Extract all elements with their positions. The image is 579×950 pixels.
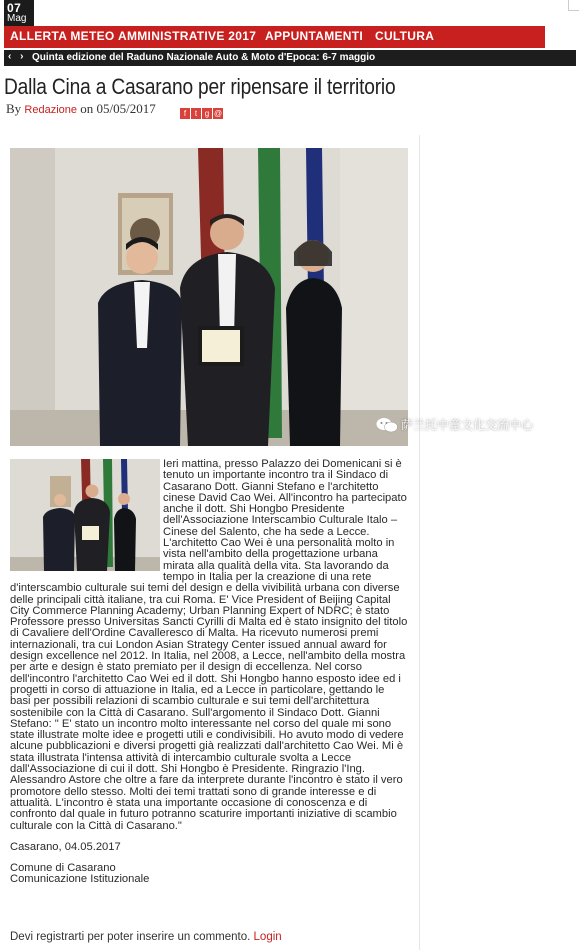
article-main-photo xyxy=(10,148,408,446)
wechat-icon xyxy=(376,417,398,433)
nav-item-allerta-meteo[interactable]: ALLERTA METEO xyxy=(10,29,115,43)
share-twitter-icon[interactable]: t xyxy=(191,108,201,119)
article-title: Dalla Cina a Casarano per ripensare il territorio xyxy=(4,74,396,99)
share-facebook-icon[interactable]: f xyxy=(180,108,190,119)
ticker-arrows-icon[interactable]: ‹ › xyxy=(8,51,27,62)
author-link[interactable]: Redazione xyxy=(24,104,78,116)
article-signature-1: Comune di Casarano xyxy=(10,862,116,875)
ticker-headline[interactable]: Quinta edizione del Raduno Nazionale Auto & Moto d'Epoca: 6-7 maggio xyxy=(32,52,376,63)
comment-notice-text: Devi registrarti per poter inserire un commento. xyxy=(10,931,251,943)
nav-item-amministrative[interactable]: AMMINISTRATIVE 2017 xyxy=(118,29,257,43)
share-email-icon[interactable]: @ xyxy=(213,109,223,118)
article-date: 05/05/2017 xyxy=(96,101,156,116)
nav-item-cultura[interactable]: CULTURA xyxy=(375,29,435,43)
header-strip xyxy=(36,0,579,26)
watermark-text: 萨兰托中意文化交流中心 xyxy=(401,418,534,432)
date-day: 07 xyxy=(7,1,22,15)
date-badge xyxy=(4,0,34,27)
comment-notice xyxy=(10,931,282,943)
share-icons xyxy=(180,103,224,121)
wechat-watermark xyxy=(376,416,533,433)
sidebar-divider xyxy=(419,135,420,950)
date-month: Mag xyxy=(7,13,27,24)
byline-by: By xyxy=(6,101,22,116)
byline-on: on xyxy=(80,101,94,116)
article-place-date: Casarano, 04.05.2017 xyxy=(10,840,121,853)
article-text: Ieri mattina, presso Palazzo dei Domenicani si è tenuto un importante incontro tra il Sindaco di Casarano Dott. Gianni Stefano e l'architetto cinese David Cao Wei. All'incontro ha partecipato anche il dott. Shi Hongbo Presidente dell'Associazione Interscambio Culturale Italo – Cinese del Salento, che ha sede a Lecce. L'architetto Cao Wei è una personalità molto in vista nell'ambito della progettazione urbana mirata alla qualità della vita. Sta lavorando da tempo in Italia per la creazione di una rete d'interscambio culturale sui temi del design e della vivibilità urbana con diverse delle principali città italiane, tra cui Roma. E' Vice President of Beijing Capital City Commerce Planning Academy; Urban Planning Expert of NDRC; è stato Professore presso Universitas Sancti Cyrilli di Malta ed è stato insignito del titolo di Cavaliere dell'Ordine Cavalleresco di Malta. Ha ricevuto numerosi premi internazionali, tra cui London Asian Strategy Center issued annual award for design excellence nel 2012. In Italia, nel 2008, a Lecce, nell'ambito della mostra per arte e design è stato premiato per il design di eccellenza. Nel corso dell'incontro l'architetto Cao Wei ed il dott. Shi Hongbo hanno esposto idee ed i progetti in corso di attuazione in Italia, ed a Lecce in particolare, gettando le basi per possibili relazioni di scambio culturale e sui temi dell'architettura sostenibile con la Città di Casarano. Sull'argomento il Sindaco Dott. Gianni Stefano: " E' stato un incontro molto interessante nel corso del quale mi sono state illustrate molte idee e progetti utili e condivisibili. Ho avuto modo di vedere alcune pubblicazioni e diversi progetti già realizzati dall'architetto Cao Wei. Mi è stata illustrata l'intensa attività di intercambio culturale svolta a Lecce dall'Associazione di cui il dott. Shi Hongbo è Presidente. Ringrazio l'Ing. Alessandro Astore che oltre a fare da interprete durante l'incontro è stato il vero promotore dello stesso. Molti dei temi trattati sono di grande interesse e di attualità. L'incontro è stata una importante occasione di conoscenza e di confronto dal quale in futuro potranno scaturire importanti iniziative di scambio culturale con la Città di Casarano." xyxy=(10,458,408,832)
login-link[interactable]: Login xyxy=(253,931,282,943)
article-byline xyxy=(6,101,156,117)
news-ticker xyxy=(4,50,576,66)
nav-gap xyxy=(545,26,579,48)
share-google-icon[interactable]: g xyxy=(202,108,212,119)
nav-item-appuntamenti[interactable]: APPUNTAMENTI xyxy=(265,29,364,43)
article-body xyxy=(10,459,408,886)
main-nav xyxy=(4,26,545,48)
article-signature-2: Comunicazione Istituzionale xyxy=(10,873,150,886)
